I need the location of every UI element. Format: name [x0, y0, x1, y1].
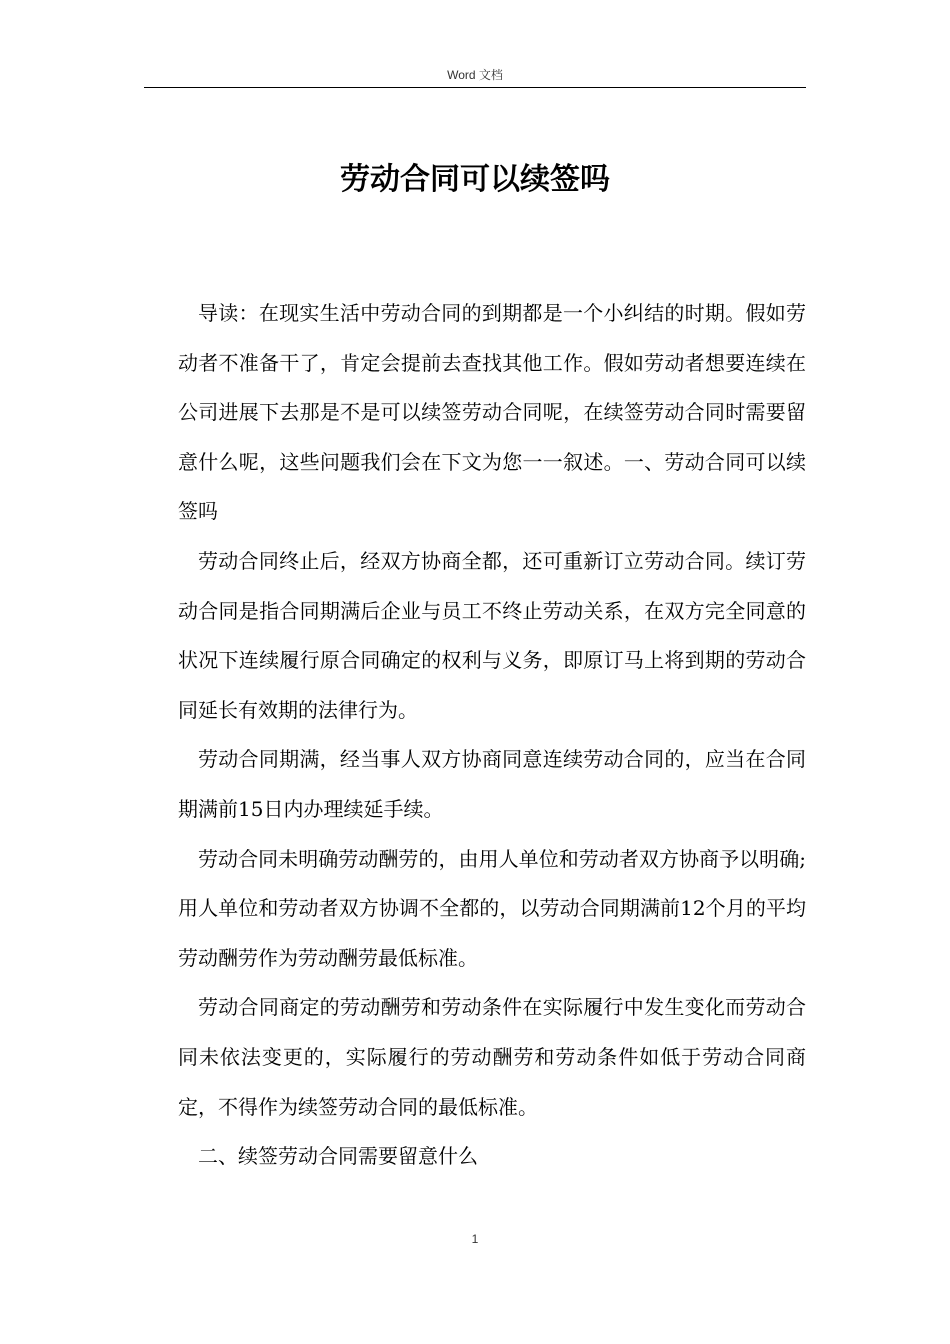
paragraph-intro: 导读：在现实生活中劳动合同的到期都是一个小纠结的时期。假如劳动者不准备干了，肯定会提前去查找其他工作。假如劳动者想要连续在公司进展下去那是不是可以续签劳动合同呢，在续签劳动合同时需要留意什么呢，这些问题我们会在下文为您一一叙述。一、劳动合同可以续签吗 — [178, 301, 806, 524]
paragraph-renewal-definition: 劳动合同终止后，经双方协商全都，还可重新订立劳动合同。续订劳动合同是指合同期满后企业与员工不终止劳动关系，在双方完全同意的状况下连续履行原合同确定的权利与义务，即原订马上将到期的劳动合同延长有效期的法律行为。 — [178, 548, 806, 722]
header-divider — [144, 87, 806, 88]
paragraph-minimum-standard: 劳动合同商定的劳动酬劳和劳动条件在实际履行中发生变化而劳动合同未依法变更的，实际履行的劳动酬劳和劳动条件如低于劳动合同商定，不得作为续签劳动合同的最低标准。 — [178, 995, 806, 1119]
section-heading-2: 二、续签劳动合同需要留意什么 — [198, 1144, 478, 1169]
paragraph-remuneration: 劳动合同未明确劳动酬劳的，由用人单位和劳动者双方协商予以明确;用人单位和劳动者双方协调不全都的，以劳动合同期满前12个月的平均劳动酬劳作为劳动酬劳最低标准。 — [178, 846, 806, 970]
paragraph-renewal-deadline: 劳动合同期满，经当事人双方协商同意连续劳动合同的，应当在合同期满前15日内办理续延手续。 — [178, 747, 806, 821]
page-header: Word 文档 — [447, 68, 503, 82]
document-body — [178, 289, 806, 1182]
page-number: 1 — [471, 1232, 479, 1246]
document-title: 劳动合同可以续签吗 — [340, 162, 610, 197]
